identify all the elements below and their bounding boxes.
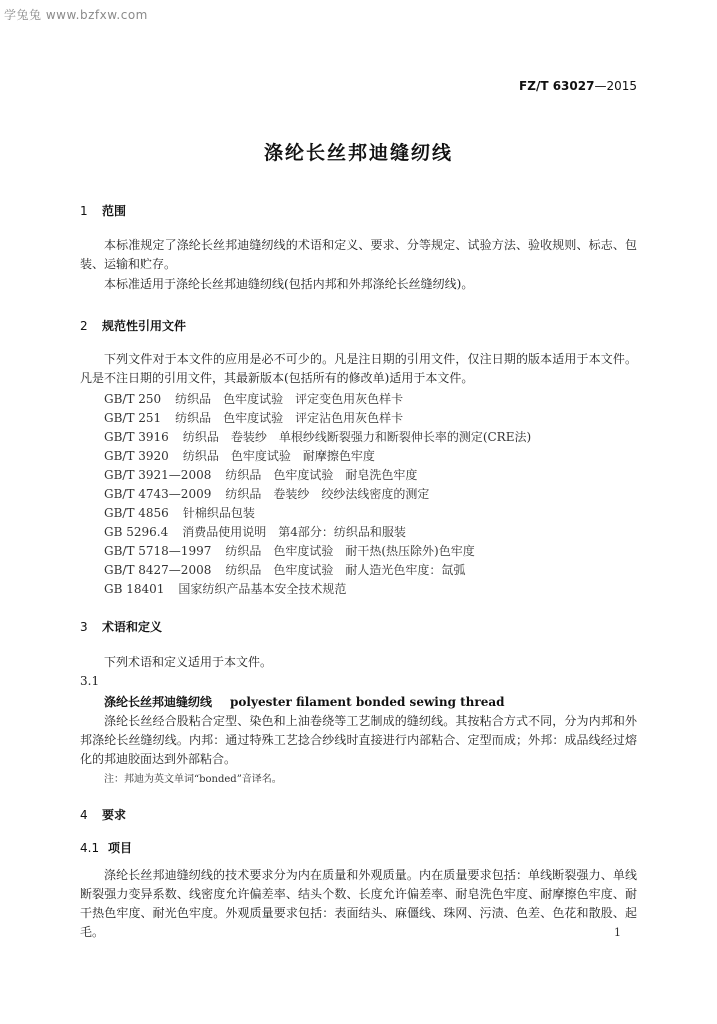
reference-item [104, 466, 417, 483]
reference-item [104, 561, 465, 578]
scope-paragraph-2: 本标准适用于涤纶长丝邦迪缝纫线(包括内邦和外邦涤纶长丝缝纫线)。 [104, 277, 474, 291]
term-note: 注：邦迪为英文单词“bonded”音译名。 [104, 774, 282, 785]
reference-code: GB/T 3920 [104, 449, 169, 463]
term-number: 3.1 [80, 674, 100, 688]
section-title: 术语和定义 [102, 620, 163, 634]
reference-code: GB/T 3916 [104, 430, 169, 444]
term-en: polyester filament bonded sewing thread [230, 695, 505, 709]
reference-code: GB/T 251 [104, 411, 162, 425]
reference-code: GB/T 4743—2009 [104, 487, 212, 501]
reference-code: GB/T 250 [104, 392, 162, 406]
section-number: 2 [80, 319, 88, 333]
standard-year: —2015 [594, 79, 637, 93]
reference-item [104, 390, 403, 407]
reference-code: GB/T 3921—2008 [104, 468, 212, 482]
document-title: 涤纶长丝邦迪缝纫线 [263, 142, 453, 164]
reference-code: GB/T 4856 [104, 506, 169, 520]
standard-number [519, 79, 637, 93]
section-title: 范围 [102, 204, 127, 218]
terms-intro: 下列术语和定义适用于本文件。 [104, 655, 273, 669]
reference-item [104, 428, 531, 445]
reference-title: 纺织品 卷装纱 绞纱法线密度的测定 [225, 487, 430, 501]
section-number: 3 [80, 620, 88, 634]
requirements-paragraph: 涤纶长丝邦迪缝纫线的技术要求分为内在质量和外观质量。内在质量要求包括：单线断裂强力、单线断裂强力变异系数、线密度允许偏差率、结头个数、长度允许偏差率、耐皂洗色牢度、耐摩擦色牢度、耐干热色牢度、耐光色牢度。外观质量要求包括：表面结头、麻僵线、珠网、污渍、色差、色花和散股、起毛。 [80, 868, 637, 939]
section-number: 1 [80, 204, 88, 218]
section-title: 要求 [102, 808, 127, 822]
watermark: 学兔兔 www.bzfxw.com [4, 8, 148, 22]
scope-paragraph-1: 本标准规定了涤纶长丝邦迪缝纫线的术语和定义、要求、分等规定、试验方法、验收规则、标志、包装、运输和贮存。 [80, 238, 637, 271]
reference-item [104, 447, 375, 464]
term-heading [104, 693, 505, 710]
reference-code: GB 18401 [104, 582, 165, 596]
reference-code: GB/T 5718—1997 [104, 544, 212, 558]
reference-item [104, 580, 346, 597]
subsection-heading-items [80, 839, 132, 856]
reference-title: 国家纺织产品基本安全技术规范 [178, 582, 347, 596]
reference-code: GB 5296.4 [104, 525, 169, 539]
term-definition: 涤纶长丝经合股粘合定型、染色和上油卷绕等工艺制成的缝纫线。其按粘合方式不同，分为内邦和外邦涤纶长丝缝纫线。内邦：通过特殊工艺捻合纱线时直接进行内部粘合、定型而成；外邦：成品线经过熔化的邦迪胶面达到外部粘合。 [80, 714, 637, 766]
reference-title: 纺织品 色牢度试验 耐摩擦色牢度 [182, 449, 375, 463]
reference-title: 消费品使用说明 第4部分：纺织品和服装 [182, 525, 406, 539]
reference-title: 纺织品 色牢度试验 耐干热(热压除外)色牢度 [225, 544, 475, 558]
reference-item [104, 409, 403, 426]
reference-code: GB/T 8427—2008 [104, 563, 212, 577]
reference-title: 纺织品 色牢度试验 耐皂洗色牢度 [225, 468, 418, 482]
reference-item [104, 523, 406, 540]
section-number: 4.1 [80, 841, 100, 855]
reference-title: 针棉织品包装 [182, 506, 255, 520]
section-title: 规范性引用文件 [102, 319, 187, 333]
reference-title: 纺织品 色牢度试验 评定沾色用灰色样卡 [175, 411, 404, 425]
reference-item [104, 542, 475, 559]
reference-item [104, 504, 255, 521]
references-intro: 下列文件对于本文件的应用是必不可少的。凡是注日期的引用文件，仅注日期的版本适用于本文件。凡是不注日期的引用文件，其最新版本(包括所有的修改单)适用于本文件。 [80, 352, 637, 385]
section-heading-scope [80, 202, 126, 219]
section-title: 项目 [108, 841, 133, 855]
page-number: 1 [614, 926, 621, 939]
reference-title: 纺织品 色牢度试验 评定变色用灰色样卡 [175, 392, 404, 406]
section-heading-references [80, 317, 186, 334]
term-zh: 涤纶长丝邦迪缝纫线 [104, 695, 213, 709]
reference-item [104, 485, 429, 502]
standard-code: FZ/T 63027 [519, 79, 595, 93]
reference-title: 纺织品 卷装纱 单根纱线断裂强力和断裂伸长率的测定(CRE法) [182, 430, 532, 444]
section-number: 4 [80, 808, 88, 822]
reference-title: 纺织品 色牢度试验 耐人造光色牢度：氙弧 [225, 563, 466, 577]
section-heading-terms [80, 618, 162, 635]
section-heading-requirements [80, 806, 126, 823]
